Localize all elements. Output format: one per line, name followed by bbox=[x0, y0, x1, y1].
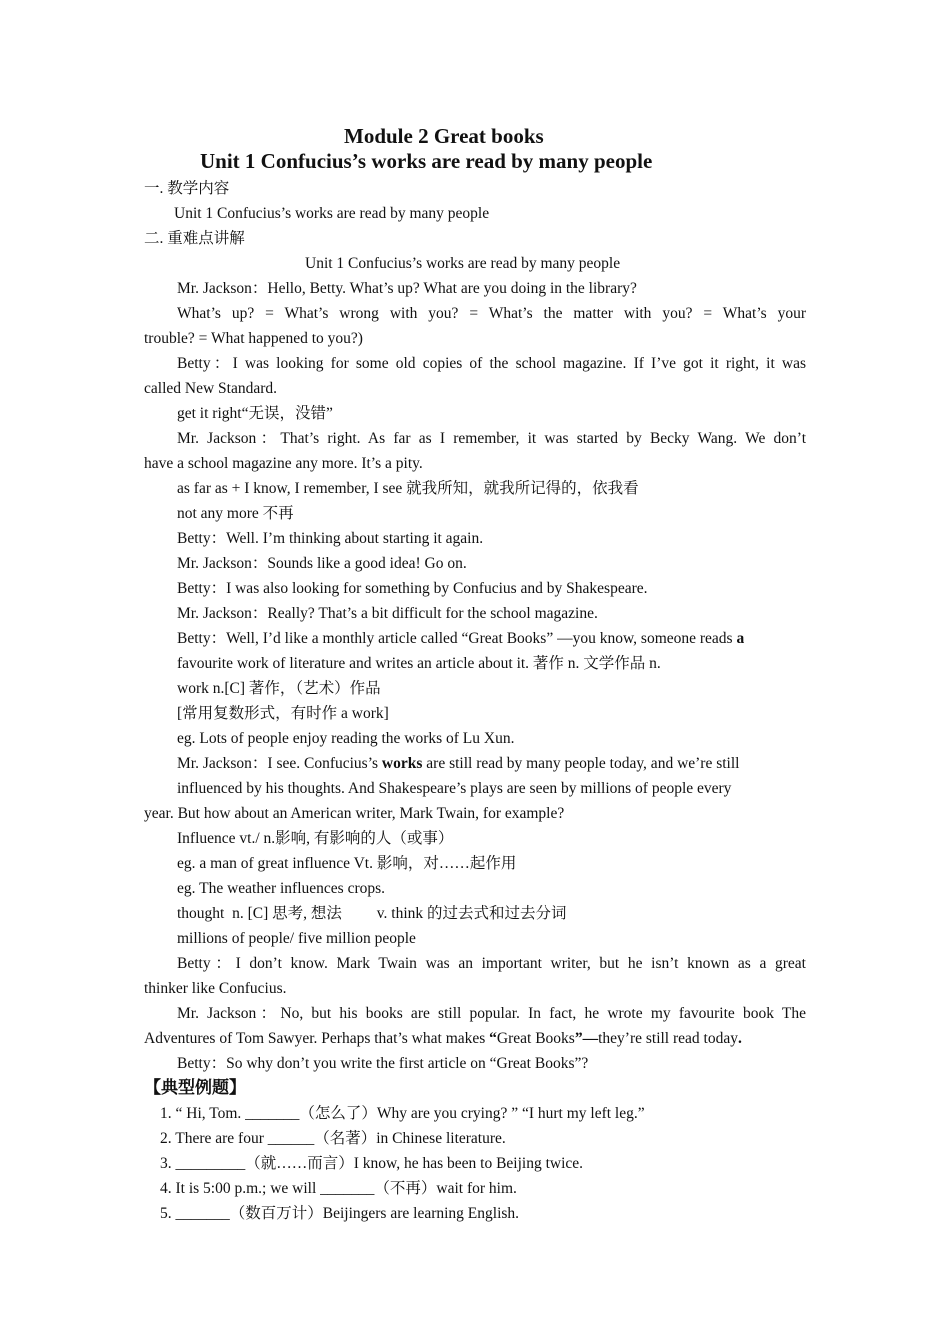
dialogue-line bbox=[144, 1029, 742, 1049]
example-line: eg. a man of great influence Vt. 影响，对……起作用 bbox=[177, 855, 517, 872]
note-line: What’s up? = What’s wrong with you? = What’s the matter with you? = What’s your bbox=[177, 305, 806, 322]
dialogue-line: year. But how about an American writer, Mark Twain, for example? bbox=[144, 805, 565, 822]
dialogue-line: Mr. Jackson：Really? That’s a bit difficult for the school magazine. bbox=[177, 605, 598, 622]
dialogue-text: are still read by many people today, and we’re still bbox=[422, 755, 740, 772]
section-2-subtitle: Unit 1 Confucius’s works are read by many people bbox=[305, 255, 621, 272]
example-question: 5. _______（数百万计）Beijingers are learning English. bbox=[160, 1205, 520, 1222]
section-2-heading: 二. 重难点讲解 bbox=[144, 230, 245, 247]
examples-heading: 【典型例题】 bbox=[144, 1078, 246, 1097]
dialogue-text: they’re still read today bbox=[598, 1030, 738, 1047]
dialogue-line: have a school magazine any more. It’s a pity. bbox=[144, 455, 423, 472]
dialogue-line: Mr. Jackson：Hello, Betty. What’s up? What are you doing in the library? bbox=[177, 280, 637, 297]
dialogue-line: Mr. Jackson：Sounds like a good idea! Go on. bbox=[177, 555, 467, 572]
example-line: eg. Lots of people enjoy reading the works of Lu Xun. bbox=[177, 730, 515, 747]
bold-period: . bbox=[737, 1030, 742, 1047]
dialogue-line: Mr. Jackson：No, but his books are still popular. In fact, he wrote my favourite book The bbox=[177, 1005, 806, 1022]
note-line: not any more 不再 bbox=[177, 505, 294, 522]
note-line: millions of people/ five million people bbox=[177, 930, 416, 947]
dialogue-text: Mr. Jackson：I see. Confucius’s bbox=[177, 755, 382, 772]
dialogue-line: thinker like Confucius. bbox=[144, 980, 287, 997]
dialogue-line bbox=[177, 754, 739, 774]
dialogue-line: favourite work of literature and writes an article about it. 著作 n. 文学作品 n. bbox=[177, 655, 661, 672]
note-line: Influence vt./ n.影响, 有影响的人（或事） bbox=[177, 830, 454, 847]
dialogue-text: Betty：Well, I’d like a monthly article called “Great Books” —you know, someone reads bbox=[177, 630, 737, 647]
note-line: get it right“无误，没错” bbox=[177, 405, 333, 422]
dialogue-line: Betty：I don’t know. Mark Twain was an important writer, but he isn’t known as a great bbox=[177, 955, 806, 972]
example-question: 4. It is 5:00 p.m.; we will _______（不再）wait for him. bbox=[160, 1180, 517, 1197]
bold-word: works bbox=[381, 755, 423, 772]
dialogue-line: influenced by his thoughts. And Shakespeare’s plays are seen by millions of people every bbox=[177, 780, 732, 797]
section-1-heading: 一. 教学内容 bbox=[144, 180, 230, 197]
bold-word: a bbox=[736, 630, 745, 647]
dialogue-line: Betty：I was looking for some old copies of the school magazine. If I’ve got it right, it was bbox=[177, 355, 806, 372]
note-line: work n.[C] 著作，（艺术）作品 bbox=[177, 680, 381, 697]
note-line: [常用复数形式，有时作 a work] bbox=[177, 705, 389, 722]
dialogue-line: called New Standard. bbox=[144, 380, 277, 397]
bold-quote-dash: ”— bbox=[574, 1030, 599, 1047]
example-question: 1. “ Hi, Tom. _______（怎么了）Why are you crying? ” “I hurt my left leg.” bbox=[160, 1105, 645, 1122]
module-title: Module 2 Great books bbox=[344, 124, 544, 148]
unit-title: Unit 1 Confucius’s works are read by many people bbox=[200, 149, 653, 173]
bold-quote: “ bbox=[489, 1030, 497, 1047]
note-line: thought n. [C] 思考, 想法 v. think 的过去式和过去分词 bbox=[177, 905, 567, 922]
note-line: as far as + I know, I remember, I see 就我所知，就我所记得的，依我看 bbox=[177, 480, 639, 497]
dialogue-line: Mr. Jackson：That’s right. As far as I remember, it was started by Becky Wang. We don’t bbox=[177, 430, 806, 447]
dialogue-line: Betty：I was also looking for something by Confucius and by Shakespeare. bbox=[177, 580, 648, 597]
example-question: 3. _________（就……而言）I know, he has been to Beijing twice. bbox=[160, 1155, 584, 1172]
section-1-content: Unit 1 Confucius’s works are read by many people bbox=[174, 205, 490, 222]
dialogue-line: Betty：So why don’t you write the first article on “Great Books”? bbox=[177, 1055, 589, 1072]
example-question: 2. There are four ______（名著）in Chinese literature. bbox=[160, 1130, 506, 1147]
dialogue-text: Great Books bbox=[496, 1030, 575, 1047]
note-line: trouble? = What happened to you?) bbox=[144, 330, 363, 347]
dialogue-line bbox=[177, 629, 744, 649]
example-line: eg. The weather influences crops. bbox=[177, 880, 386, 897]
dialogue-line: Betty：Well. I’m thinking about starting it again. bbox=[177, 530, 484, 547]
dialogue-text: Adventures of Tom Sawyer. Perhaps that’s what makes bbox=[144, 1030, 490, 1047]
